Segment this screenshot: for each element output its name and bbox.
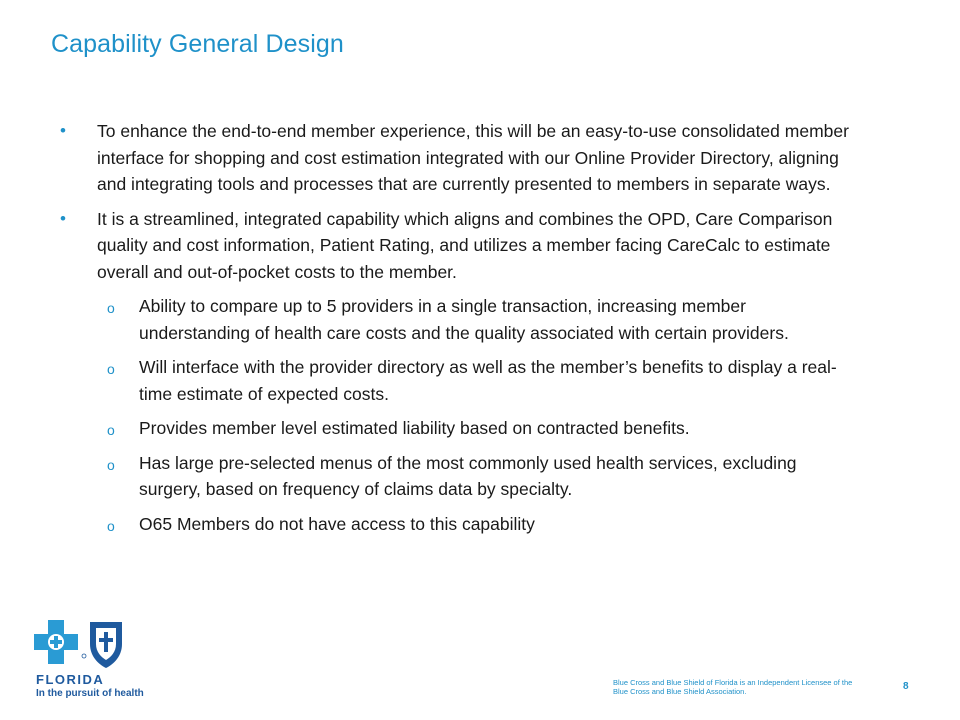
sub-bullet-item: [58, 511, 858, 538]
logo-name: FLORIDA: [36, 672, 105, 687]
sub-bullet-text: O65 Members do not have access to this capability: [139, 513, 535, 534]
page-title: Capability General Design: [51, 30, 344, 58]
sub-bullet-text: Has large pre-selected menus of the most commonly used health services, excluding surgery, based on frequency of claims data by specialty.: [139, 452, 797, 499]
bullet-marker: •: [60, 208, 66, 228]
bullet-text: It is a streamlined, integrated capability which aligns and combines the OPD, Care Comparison quality and cost information, Patient Rating, and utilizes a member facing CareCalc to estimate overall and out-of-pocket costs to the member.: [97, 208, 833, 282]
bullet-item: [58, 206, 858, 286]
sub-bullet-item: [58, 354, 858, 407]
sub-bullet-marker: o: [107, 300, 115, 316]
bullet-marker: •: [60, 121, 66, 140]
footer-legal-note: Blue Cross and Blue Shield of Florida is an Independent Licensee of the Blue Cross and Blue Shield Association.: [613, 678, 853, 696]
sub-bullet-text: Provides member level estimated liability based on contracted benefits.: [139, 418, 690, 438]
blue-shield-icon: [90, 622, 122, 668]
sub-bullet-text: Will interface with the provider directory as well as the member’s benefits to display a real-time estimate of expected costs.: [139, 357, 837, 404]
logo-tagline: In the pursuit of health: [36, 688, 144, 699]
sub-bullet-item: [58, 415, 858, 442]
page-number: 8: [903, 681, 909, 692]
bullet-text: To enhance the end-to-end member experience, this will be an easy-to-use consolidated member interface for shopping and cost estimation integrated with our Online Provider Directory, aligning and integrating tools and processes that are currently presented to members in separate ways.: [97, 121, 849, 194]
bullet-item: [58, 118, 858, 198]
slide-content: [58, 118, 858, 545]
sub-bullet-marker: o: [107, 517, 115, 534]
sub-bullet-marker: o: [107, 361, 115, 377]
sub-bullet-text: Ability to compare up to 5 providers in a single transaction, increasing member understanding of health care costs and the quality associated with certain providers.: [139, 296, 789, 343]
sub-bullet-item: [58, 450, 858, 503]
sub-bullet-item: [58, 293, 858, 346]
sub-bullet-marker: o: [107, 456, 115, 473]
sub-bullet-marker: o: [107, 422, 115, 438]
blue-cross-icon: [34, 620, 78, 664]
